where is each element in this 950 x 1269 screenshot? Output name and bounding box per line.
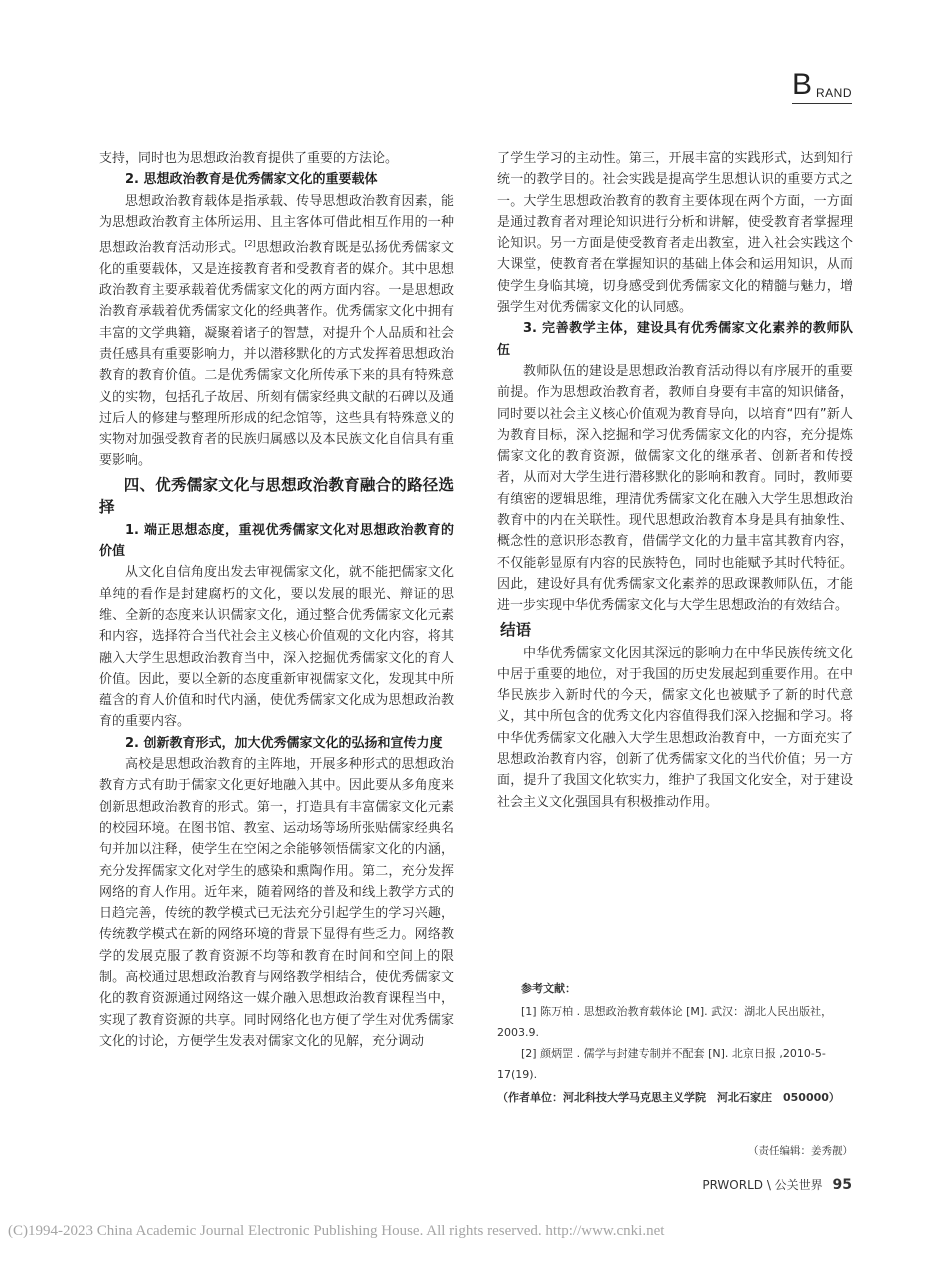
subsection-heading: 2. 创新教育形式，加大优秀儒家文化的弘扬和宣传力度 bbox=[125, 735, 443, 751]
paragraph bbox=[99, 191, 454, 472]
author-affiliation: （作者单位：河北科技大学马克思主义学院 河北石家庄 050000） bbox=[497, 1091, 840, 1104]
paragraph: 教师队伍的建设是思想政治教育活动得以有序展开的重要前提。作为思想政治教育者，教师自身要有丰富的知识储备，同时要以社会主义核心价值观为教育导向，以培育“四有”新人为教育目标，深入挖掘和学习优秀儒家文化的内容，充分提炼儒家文化的教育资源，做儒家文化的继承者、创新者和传授者，从而对大学生进行潜移默化的影响和教育。同时，教师要有缜密的逻辑思维，理清优秀儒家文化在融入大学生思想政治教育中的内在关联性。现代思想政治教育本身是具有抽象性、概念性的意识形态教育，借儒学文化的力量丰富其教育内容，不仅能彰显原有内容的民族特色，同时也能赋予其时代特征。因此，建设好具有优秀儒家文化素养的思政课教师队伍，才能进一步实现中华优秀儒家文化与大学生思想政治的有效结合。 bbox=[497, 363, 853, 614]
brand-logo bbox=[792, 68, 853, 106]
copyright-notice: (C)1994-2023 China Academic Journal Electronic Publishing House. All rights reserved. http://www.cnki.net bbox=[8, 1223, 665, 1239]
paragraph: 了学生学习的主动性。第三，开展丰富的实践形式，达到知行统一的教学目的。社会实践是提高学生思想认识的重要方式之一。大学生思想政治教育的教育主要体现在两个方面，一方面是通过教育者对理论知识进行分析和讲解，使受教育者掌握理论知识。另一方面是使受教育者走出教室，进入社会实践这个大课堂，使教育者在掌握知识的基础上体会和运用知识，从而使学生身临其境，切身感受到优秀儒家文化的精髓与魅力，增强学生对优秀儒家文化的认同感。 bbox=[497, 151, 853, 316]
page-footer bbox=[702, 1176, 852, 1193]
page-number: 95 bbox=[832, 1177, 852, 1193]
right-column bbox=[497, 148, 853, 813]
conclusion-heading: 结语 bbox=[500, 620, 532, 639]
responsible-editor: （责任编辑：姜秀靓） bbox=[748, 1145, 853, 1157]
paragraph: 高校是思想政治教育的主阵地，开展多种形式的思想政治教育方式有助于儒家文化更好地融入其中。因此要从多角度来创新思想政治教育的形式。第一，打造具有丰富儒家文化元素的校园环境。在图书馆、教室、运动场等场所张贴儒家经典名句并加以注释，使学生在空闲之余能够领悟儒家文化的内涵，充分发挥儒家文化对学生的感染和熏陶作用。第二，充分发挥网络的育人作用。近年来，随着网络的普及和线上教学方式的日趋完善，传统的教学模式已无法充分引起学生的学习兴趣，传统教学模式在新的网络环境的背景下显得有些乏力。网络教学的发展克服了教育资源不均等和教育在时间和空间上的限制。高校通过思想政治教育与网络教学相结合，使优秀儒家文化的教育资源通过网络这一媒介融入思想政治教育课程当中，实现了教育资源的共享。同时网络化也方便了学生对优秀儒家文化的讨论，方便学生发表对儒家文化的见解，充分调动 bbox=[99, 757, 454, 1049]
citation-ref: [2] bbox=[244, 239, 256, 249]
subsection-heading: 2. 思想政治教育是优秀儒家文化的重要载体 bbox=[125, 172, 378, 188]
journal-name: PRWORLD \ 公关世界 bbox=[702, 1178, 823, 1192]
reference-item: [2] 颜炳罡 . 儒学与封建专制并不配套 [N]. 北京日报 ,2010-5-17(19). bbox=[497, 1047, 826, 1081]
brand-rest: RAND bbox=[816, 86, 853, 100]
references-title: 参考文献： bbox=[521, 982, 576, 995]
brand-underline bbox=[792, 103, 852, 104]
paragraph-text: 思想政治教育载体是指承载、传导思想政治教育因素，能为思想政治教育主体所运用、且主客体可借此相互作用的一种思想政治教育活动形式。 bbox=[99, 193, 454, 256]
section-heading: 四、优秀儒家文化与思想政治教育融合的路径选择 bbox=[99, 475, 454, 516]
paragraph: 从文化自信角度出发去审视儒家文化，就不能把儒家文化单纯的看作是封建腐朽的文化，要以发展的眼光、辩证的思维、全新的态度来认识儒家文化，通过整合优秀儒家文化元素和内容，选择符合当代社会主义核心价值观的文化内容，将其融入大学生思想政治教育当中，深入挖掘优秀儒家文化的育人价值。因此，要以全新的态度重新审视儒家文化，发现其中所蕴含的育人价值和时代内涵，使优秀儒家文化成为思想政治教育的重要内容。 bbox=[99, 565, 454, 730]
references bbox=[497, 978, 853, 1108]
subsection-heading: 3. 完善教学主体，建设具有优秀儒家文化素养的教师队伍 bbox=[497, 321, 853, 358]
reference-item: [1] 陈万柏 . 思想政治教育载体论 [M]. 武汉：湖北人民出版社，2003.9. bbox=[497, 1005, 833, 1039]
brand-initial: B bbox=[792, 68, 813, 101]
paragraph: 支持，同时也为思想政治教育提供了重要的方法论。 bbox=[99, 151, 399, 166]
left-column bbox=[99, 148, 454, 1052]
paragraph: 中华优秀儒家文化因其深远的影响力在中华民族传统文化中居于重要的地位，对于我国的历史发展起到重要作用。在中华民族步入新时代的今天，儒家文化也被赋予了新的时代意义，其中所包含的优秀文化内容值得我们深入挖掘和学习。将中华优秀儒家文化融入大学生思想政治教育中，一方面充实了思想政治教育内容，创新了优秀儒家文化的当代价值；另一方面，提升了我国文化软实力，维护了我国文化安全，对于建设社会主义文化强国具有积极推动作用。 bbox=[497, 645, 853, 810]
paragraph-text: 思想政治教育既是弘扬优秀儒家文化的重要载体，又是连接教育者和受教育者的媒介。其中思想政治教育主要承载着优秀儒家文化的两方面内容。一是思想政治教育承载着优秀儒家文化的经典著作。优秀儒家文化中拥有丰富的文学典籍，凝聚着诸子的智慧，对提升个人品质和社会责任感具有重要影响力，并以潜移默化的方式发挥着思想政治教育的教育价值。二是优秀儒家文化所传承下来的具有特殊意义的实物，包括孔子故居、所刻有儒家经典文献的石碑以及通过后人的修建与整理所形成的纪念馆等，这些具有特殊意义的实物对加强受教育者的民族归属感以及本民族文化自信具有重要影响。 bbox=[99, 240, 454, 469]
subsection-heading: 1. 端正思想态度，重视优秀儒家文化对思想政治教育的价值 bbox=[99, 522, 454, 560]
